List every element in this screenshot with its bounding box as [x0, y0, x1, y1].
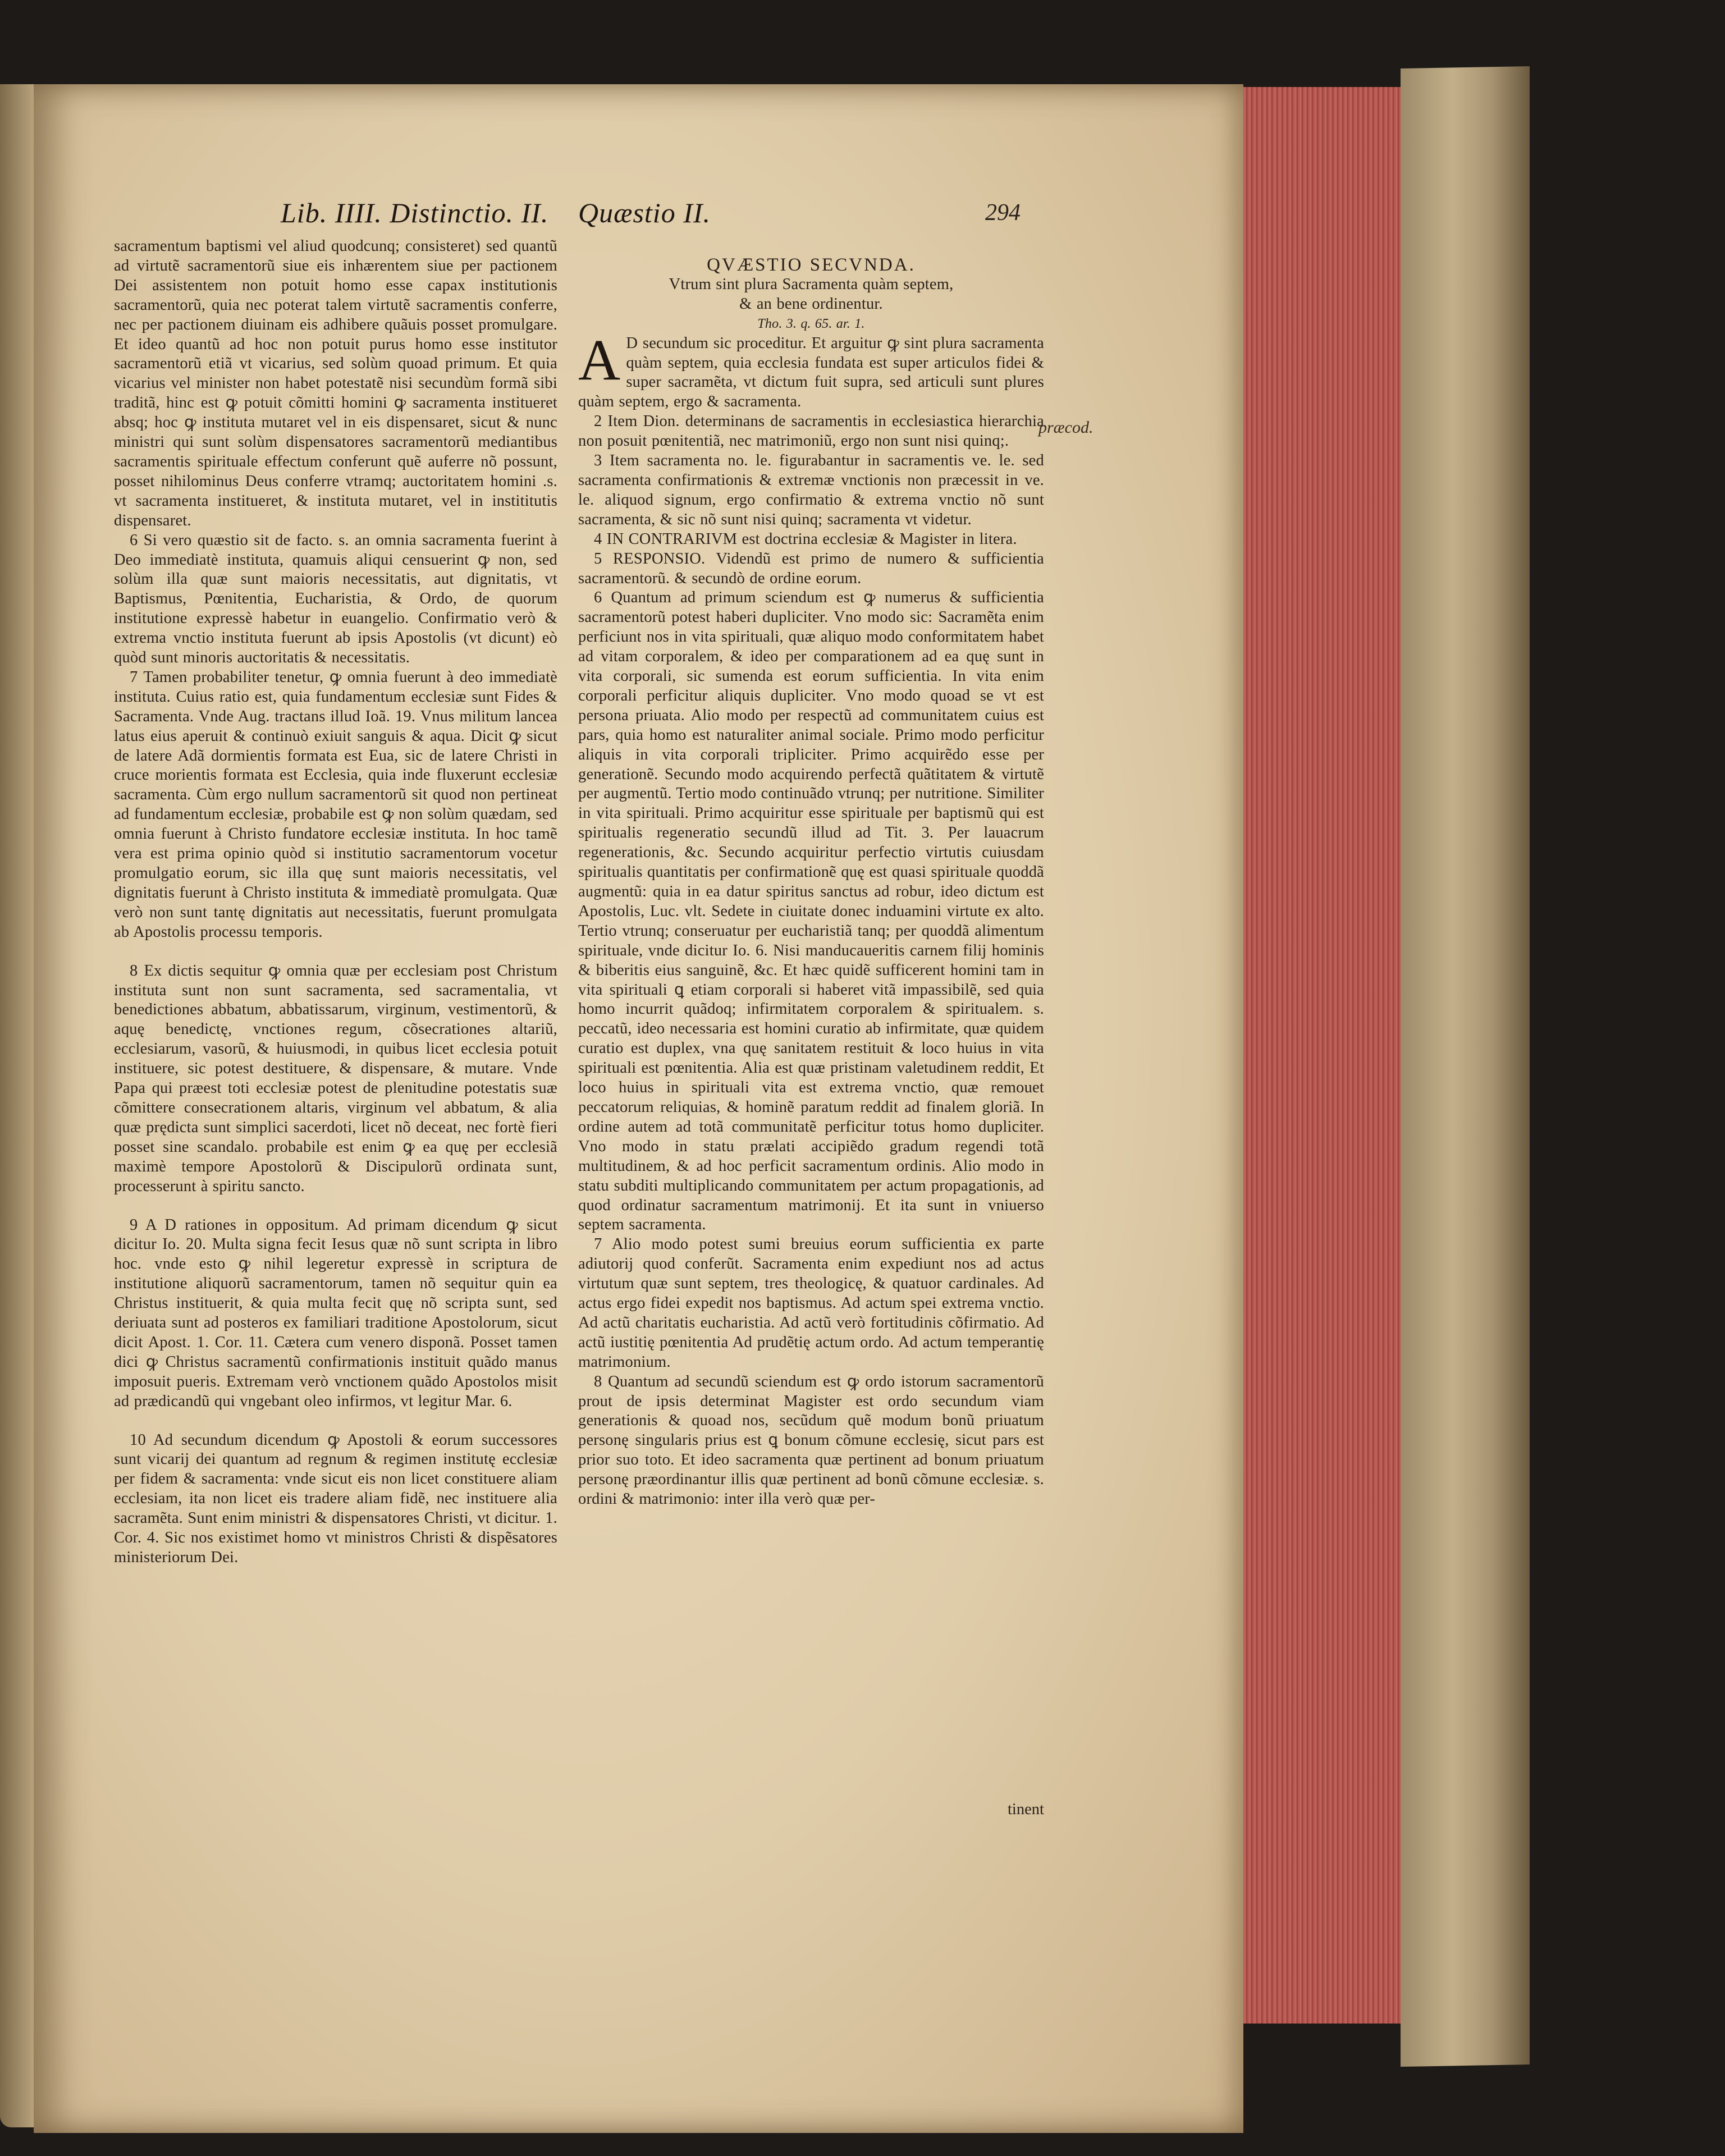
left-para-3: 7 Tamen probabiliter tenetur, ꝙ omnia fuerunt à deo immediatè instituta. Cuius ratio est, quia fundamentum ecclesiæ sunt Fides & Sacramenta. Vnde Aug. tractans illud Ioã. 19. Vnus militum lancea latus eius aperuit & continuò exiuit sanguis & aqua. Dicit ꝙ sicut de latere Adã dormientis formata est Eua, sic de latere Christi in cruce morientis formata est Ecclesia, quia inde fluxerunt ecclesiæ sacramenta. Cùm ergo nullum sacramentorũ sit quod non pertineat ad fundamentum ecclesiæ, probabile est ꝙ non solùm quædam, sed omnia fuerunt à Christo fundatore ecclesiæ instituta. In hoc tamẽ vera est prima opinio quòd si institutio sacramentorum vocetur promulgatio eorum, sic illa quę sunt maioris necessitatis, vel dignitatis fuerunt à Christo instituta & immediatè promulgata. Quæ verò non sunt tantę dignitatis aut necessitatis, fuerunt promulgata ab Apostolis processu temporis.	[114, 668, 557, 941]
question-title: QVÆSTIO SECVNDA.	[707, 255, 916, 275]
question-subtitle-2: & an bene ordinentur.	[739, 295, 883, 313]
right-para-1	[578, 327, 1044, 413]
question-subtitle-1: Vtrum sint plura Sacramenta quàm septem,	[669, 275, 954, 293]
running-head-left: Lib. IIII. Distinctio. II.	[281, 197, 549, 228]
left-para-6: 10 Ad secundum dicendum ꝙ Apostoli & eorum successores sunt vicarij dei quantum ad regnum & regimen institutę ecclesiæ per fidem & sacramenta: vnde sicut eis non licet constituere aliam ecclesiam, ita non licet eis tradere aliam fidẽ, nec instituere alia sacramẽta. Sunt enim ministri & dispensatores Christi, vt dicitur. 1. Cor. 4. Sic nos existimet homo vt ministros Christi & dispẽsatores ministeriorum Dei.	[114, 1431, 557, 1566]
previous-page-edge	[0, 84, 34, 2127]
right-para-7: 7 Alio modo potest sumi breuius eorum sufficientia ex parte adiutorij quod conferũt. Sacramenta enim expediunt nos ad actus virtutum quæ sunt septem, tres theologicę, & quatuor cardinales. Ad actus ergo fidei expedit nos baptismus. Ad actum spei extrema vnctio. Ad actũ charitatis eucharistia. Ad actũ verò fortitudinis cõfirmatio. Ad actũ iustitię pœnitentia Ad prudẽtię actum ordo. Ad actum temperantię matrimonium.	[578, 1235, 1044, 1371]
red-page-edges	[1243, 87, 1412, 2024]
right-para-3: 3 Item sacramenta no. le. figurabantur in sacramentis ve. le. sed sacramenta confirmationis & extremæ vnctionis non præcessit in ve. le. aliquod signum, ergo confirmatio & extrema vnctio nõ sunt sacramenta, & sic nõ sunt nisi quinq; sacramenta vt videtur.	[578, 452, 1044, 528]
right-para-1-text: D secundum sic proceditur. Et arguitur ꝙ sint plura sacramenta quàm septem, quia ecclesia fundata est super articulos fidei & super sacramẽta, vt dictum fuit supra, sed articuli sunt plures quàm septem, ergo & sacramenta.	[578, 334, 1044, 411]
left-para-2: 6 Si vero quæstio sit de facto. s. an omnia sacramenta fuerint à Deo immediatè instituta, quamuis aliqui censuerint ꝙ non, sed solùm illa quæ sunt maioris necessitatis, aut dignitatis, vt Baptismus, Pœnitentia, Eucharistia, & Ordo, de quorum institutione expressè habetur in euangelio. Confirmatio verò & extrema vnctio instituta fuerunt ab ipsis Apostolis (vt dicunt) eò quòd sunt minoris auctoritatis & necessitatis.	[114, 531, 557, 667]
question-reference: Tho. 3. q. 65. ar. 1.	[757, 316, 865, 331]
right-para-6: 6 Quantum ad primum sciendum est ꝙ numerus & sufficientia sacramentorũ potest haberi dupliciter. Vno modo sic: Sacramẽta enim perficiunt nos in vita spirituali, quæ aliquo modo conformitatem habet ad vitam corporalem, & ideo per comparationem ad ea quę sunt in vita corporali, sic sumenda est eorum sufficientia. In vita enim corporali perficitur aliquis dupliciter. Vno modo quoad se vt est persona priuata. Alio modo per respectũ ad communitatem cuius est pars, quia homo est naturaliter animal sociale. Primo modo perficitur aliquis in vita corporali tripliciter. Primo acquirẽdo esse per generationẽ. Secundo modo acquirendo perfectã quãtitatem & virtutẽ per augmentũ. Tertio modo continuãdo vtrunq; per nutritione. Similiter in vita spirituali. Primo acquiritur esse spirituale per baptismũ qui est spiritualis regeneratio secundũ illud ad Tit. 3. Per lauacrum regenerationis, &c. Secundo acquiritur perfectio virtutis cuiusdam spiritualis quantitatis per confirmationẽ quę est quasi spirituale quoddã augmentũ: quia in ea datur spiritus sanctus ad robur, ideo dictum est Apostolis, Luc. vlt. Sedete in ciuitate donec induamini virtute ex alto. Tertio vtrunq; conseruatur per eucharistiã tanq; per quoddã alimentum spirituale, vnde dicitur Io. 6. Nisi manducaueritis carnem filij hominis & biberitis eius sanguinẽ, &c. Et hæc quidẽ sufficerent homini tam in vita spirituali ꝗ etiam corporali si haberet vitã impassibilẽ, sed quia homo incurrit quãdoq; infirmitatem corporalem & spiritualem. s. peccatũ, ideo necessaria est homini curatio ab infirmitate, quæ quidem curatio est duplex, vna quę sanitatem restituit & loco huius in vita spirituali est pœnitentia. Alia est quæ pristinam valetudinem reddit, Et loco huius in spirituali vita est extrema vnctio, quæ remouet peccatorum reliquias, & hominẽ paratum reddit ad finalem gloriã. In ordine autem ad totã communitatẽ perficitur totus homo dupliciter. Vno modo in statu prælati accipiẽdo gradum regendi totã multitudinem, & ad hoc perficit sacramentum ordinis. Alio modo in statu subditi multiplicando communitatem per actum propagationis, ad quod ordinatur sacramentum matrimonij. Et ita sunt in vniuerso septem sacramenta.	[578, 589, 1044, 1234]
left-para-5: 9 A D rationes in oppositum. Ad primam dicendum ꝙ sicut dicitur Io. 20. Multa signa fecit Iesus quæ nõ sunt scripta in libro hoc. vnde esto ꝙ nihil legeretur expressè in scriptura de institutione aliquorũ sacramentorum, tamen nõ sequitur quin ea Christus instituerit, & quia multa fecit quę nõ scripta sunt, sed deriuata sunt ad posteros ex familiari traditione Apostolorum, sicut dicit Apost. 1. Cor. 11. Cætera cum venero disponã. Posset tamen dici ꝙ Christus sacramentũ confirmationis instituit quãdo manus imposuit pueris. Extremam verò vnctionem quãdo Apostolos misit ad prædicandũ qui vngebant oleo infirmos, vt legitur Mar. 6.	[114, 1216, 557, 1410]
folio-number: 294	[985, 200, 1021, 226]
catchword: tinent	[1008, 1801, 1044, 1818]
right-para-5: 5 RESPONSIO. Videndũ est primo de numero & sufficientia sacramentorũ. & secundò de ordine eorum.	[578, 550, 1044, 587]
left-para-4: 8 Ex dictis sequitur ꝙ omnia quæ per ecclesiam post Christum instituta sunt non sunt sacramenta, sed sacramentalia, vt benedictiones abbatum, abbatissarum, virginum, vestimentorũ, & aquę benedictę, vnctiones regum, cõsecrationes altariũ, ecclesiarum, vasorũ, & huiusmodi, in quibus licet ecclesia potuit instituere, sic potest destituere, & dispensare, & mutare. Vnde Papa qui præest toti ecclesiæ potest de plenitudine potestatis suæ cõmittere consecrationem altaris, virginum vel abbatum, & alia quæ prędicta sunt simplici sacerdoti, licet nõ deceat, nec fortè fieri posset sine scandalo. probabile est enim ꝙ ea quę per ecclesiã maximè tempore Apostolorũ & Discipulorũ ordinata sunt, processerunt à spiritu sancto.	[114, 962, 557, 1195]
left-column	[114, 237, 557, 1568]
right-para-8: 8 Quantum ad secundũ sciendum est ꝙ ordo istorum sacramentorũ prout de ipsis determinat Magister est ordo secundum viam generationis & quoad nos, secũdum quẽ modum bonũ priuatum personę singularis prius est ꝗ bonum cõmune ecclesię, sicut pars est prior suo toto. Et ideo sacramenta quæ pertinent ad bonum priuatum personę præordinantur illis quæ pertinent ad bonũ cõmune ecclesiæ. s. ordini & matrimonio: inter illa verò quæ per-	[578, 1372, 1044, 1508]
drop-capital: A	[578, 327, 621, 392]
handwritten-margin-note: præcod.	[1038, 418, 1093, 437]
left-para-1: sacramentum baptismi vel aliud quodcunq; consisteret) sed quantũ ad virtutẽ sacramentorũ siue eis inhærentem siue per pactionem Dei assistentem non potuit homo esse capax institutionis sacramentorũ, quia nec poterat talem virtutẽ sacramentis conferre, nec per pactionem diuinam eis adhibere quãuis posset promulgare. Et ideo quantũ ad hoc non potuit purus homo esse institutor sacramentorũ etiã vt vicarius, sed solùm quoad primum. Et quia vicarius vel minister non habet potestatẽ nisi secundùm formã sibi traditã, hinc est ꝙ potuit cõmitti homini ꝙ sacramenta institueret absq; hoc ꝙ instituta mutaret vel in eis dispensaret, sicut & nunc ministri qui sunt solùm dispensatores sacramentorũ mediantibus sacramentis spirituale effectum conferunt quẽ auferre nõ possunt, posset nihilominus Deus conferre vtramq; auctoritatem homini .s. vt sacramenta institueret, & instituta mutaret, vel in instititutis dispensaret.	[114, 237, 557, 529]
vellum-binding-edge	[1401, 66, 1530, 2067]
running-head-right: Quæstio II.	[578, 197, 711, 228]
right-column	[578, 255, 1044, 1509]
right-para-2: 2 Item Dion. determinans de sacramentis in ecclesiastica hierarchia non posuit pœnitentiã, nec matrimoniũ, ergo non sunt nisi quinq;.	[578, 413, 1044, 450]
right-para-4: 4 IN CONTRARIVM est doctrina ecclesiæ & Magister in litera.	[594, 530, 1017, 548]
